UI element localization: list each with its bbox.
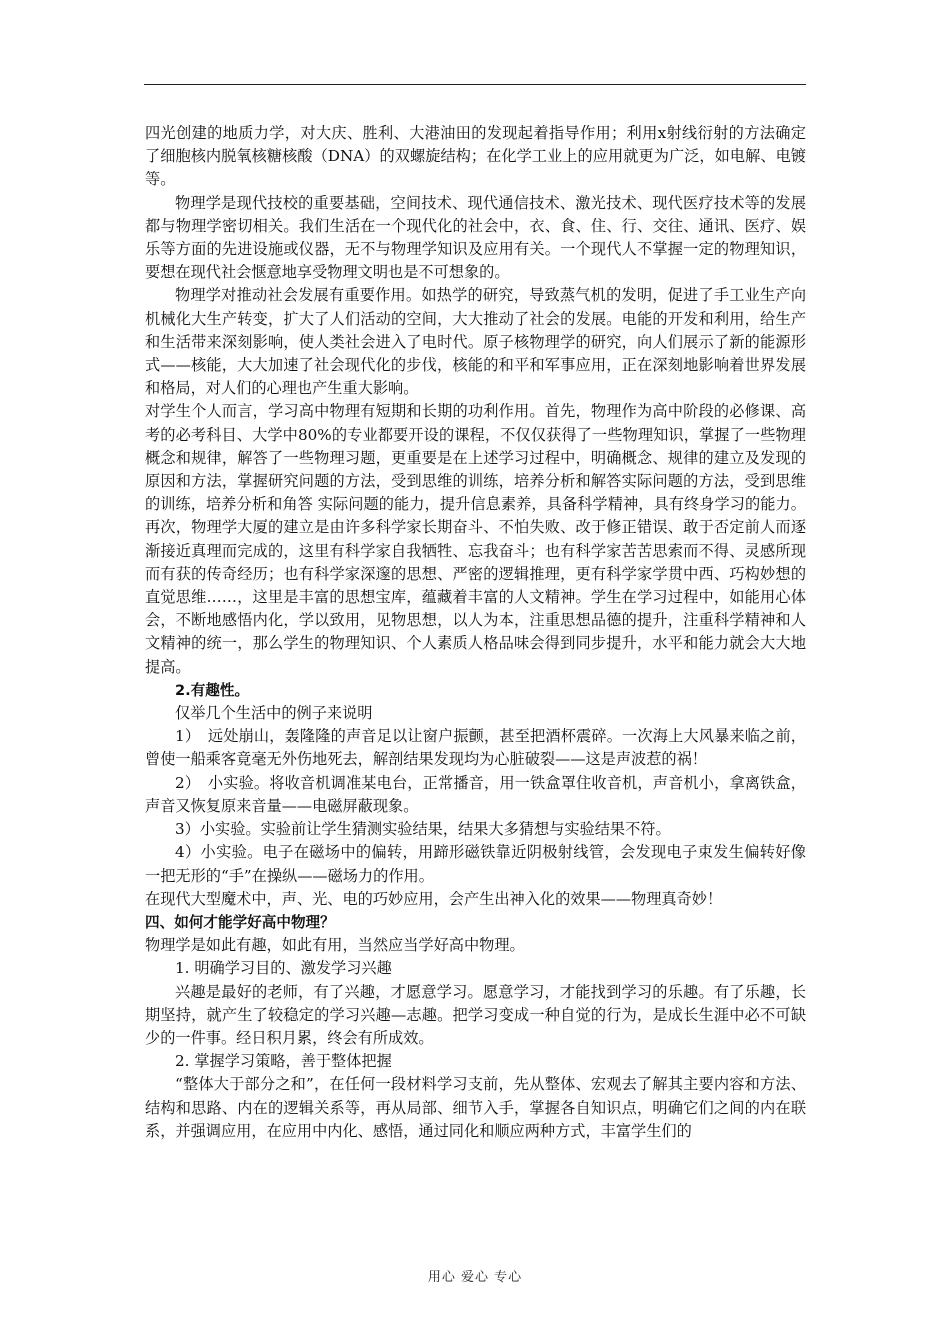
subheading-goal-interest: 1. 明确学习目的、激发学习兴趣	[175, 959, 392, 978]
list-item-3: 3）小实验。实验前让学生猜测实验结果，结果大多猜想与实验结果不符。	[175, 820, 671, 839]
paragraph-geology-dna: 四光创建的地质力学，对大庆、胜利、大港油田的发现起着指导作用；利用x射线衍射的方法确定了细胞核内脱氧核糖核酸（DNA）的双螺旋结构；在化学工业上的应用就更为广泛，如电解、电镀等。	[145, 124, 806, 189]
section-heading-how-to-learn: 四、如何才能学好高中物理？	[145, 913, 335, 931]
document-body	[145, 122, 806, 1143]
list-item-2: 2） 小实验。将收音机调准某电台，正常播音，用一铁盒罩住收音机，声音机小，拿离铁盒，声音又恢复原来音量——电磁屏蔽现象。	[145, 773, 806, 815]
paragraph-student-benefit: 对学生个人而言，学习高中物理有短期和长期的功利作用。首先，物理作为高中阶段的必修课、高考的必考科目、大学中80%的专业都要开设的课程，不仅仅获得了一些物理知识，掌握了一些物理概念和规律，解答了一些物理习题，更重要是在上述学习过程中，明确概念、规律的建立及发现的原因和方法，掌握研究问题的方法，受到思维的训练，培养分析和解答实际问题的方法，受到思维的训练，培养分析和角答 实际问题的能力，提升信息素养，具备科学精神，具有终身学习的能力。再次，物理学大厦的建立是由许多科学家长期奋斗、不怕失败、改于修正错误、敢于否定前人而逐渐接近真理而完成的，这里有科学家自我牺牲、忘我奋斗；也有科学家苦苦思索而不得、灵感所现而有获的传奇经历；也有科学家深邃的思想、严密的逻辑推理，更有科学家学贯中西、巧构妙想的直觉思维……，这里是丰富的思想宝库，蕴藏着丰富的人文精神。学生在学习过程中，如能用心体会，不断地感悟内化，学以致用，见物思想，以人为本，注重思想品德的提升，注重科学精神和人文精神的统一，那么学生的物理知识、个人素质人格品味会得到同步提升，水平和能力就会大大地提高。	[145, 402, 806, 676]
paragraph-whole-greater: “整体大于部分之和”，在任何一段材料学习支前，先从整体、宏观去了解其主要内容和方法、结构和思路、内在的逻辑关系等，再从局部、细节入手，掌握各自知识点，明确它们之间的内在联系，并强调应用，在应用中内化、感悟，通过同化和顺应两种方式，丰富学生们的	[145, 1075, 806, 1140]
list-item-1: 1） 远处崩山，轰隆隆的声音足以让窗户振颤，甚至把酒杯震碎。一次海上大风暴来临之前，曾使一船乘客竟毫无外伤地死去，解剖结果发现均为心脏破裂——这是声波惹的祸！	[145, 727, 806, 769]
paragraph-technology-foundation: 物理学是现代技校的重要基础，空间技术、现代通信技术、激光技术、现代医疗技术等的发展都与物理学密切相关。我们生活在一个现代化的社会中，衣、食、住、行、交往、通讯、医疗、娱乐等方面的先进设施或仪器，无不与物理学知识及应用有关。一个现代人不掌握一定的物理知识，要想在现代社会惬意地享受物理文明也是不可想象的。	[145, 193, 806, 282]
paragraph-should-learn: 物理学是如此有趣，如此有用，当然应当学好高中物理。	[145, 936, 525, 955]
paragraph-magic: 在现代大型魔术中，声、光、电的巧妙应用，会产生出神入化的效果——物理真奇妙！	[145, 889, 723, 908]
paragraph-interest-teacher: 兴趣是最好的老师，有了兴趣，才愿意学习。愿意学习，才能找到学习的乐趣。有了乐趣，长期坚持，就产生了较稳定的学习兴趣—志趣。把学习变成一种自觉的行为，是成长生涯中必不可缺少的一件事。经日积月累，终会有所成效。	[145, 982, 806, 1047]
list-item-4: 4）小实验。电子在磁场中的偏转，用蹄形磁铁靠近阴极射线管，会发现电子束发生偏转好像一把无形的“手”在操纵——磁场力的作用。	[145, 843, 806, 885]
subheading-strategy: 2. 掌握学习策略，善于整体把握	[175, 1052, 392, 1071]
header-rule	[144, 84, 806, 85]
paragraph-social-development: 物理学对推动社会发展有重要作用。如热学的研究，导致蒸气机的发明，促进了手工业生产向机械化大生产转变，扩大了人们活动的空间，大大推动了社会的发展。电能的开发和利用，给生产和生活带来深刻影响，使人类社会进入了电时代。原子核物理学的研究，向人们展示了新的能源形式——核能，大大加速了社会现代化的步伐，核能的和平和军事应用，正在深刻地影响着世界发展和格局，对人们的心理也产生重大影响。	[145, 286, 806, 398]
section-heading-interest: 2.有趣性。	[175, 681, 250, 699]
page-footer: 用心 爱心 专心	[427, 1270, 523, 1285]
paragraph-examples-intro: 仅举几个生活中的例子来说明	[175, 704, 373, 723]
